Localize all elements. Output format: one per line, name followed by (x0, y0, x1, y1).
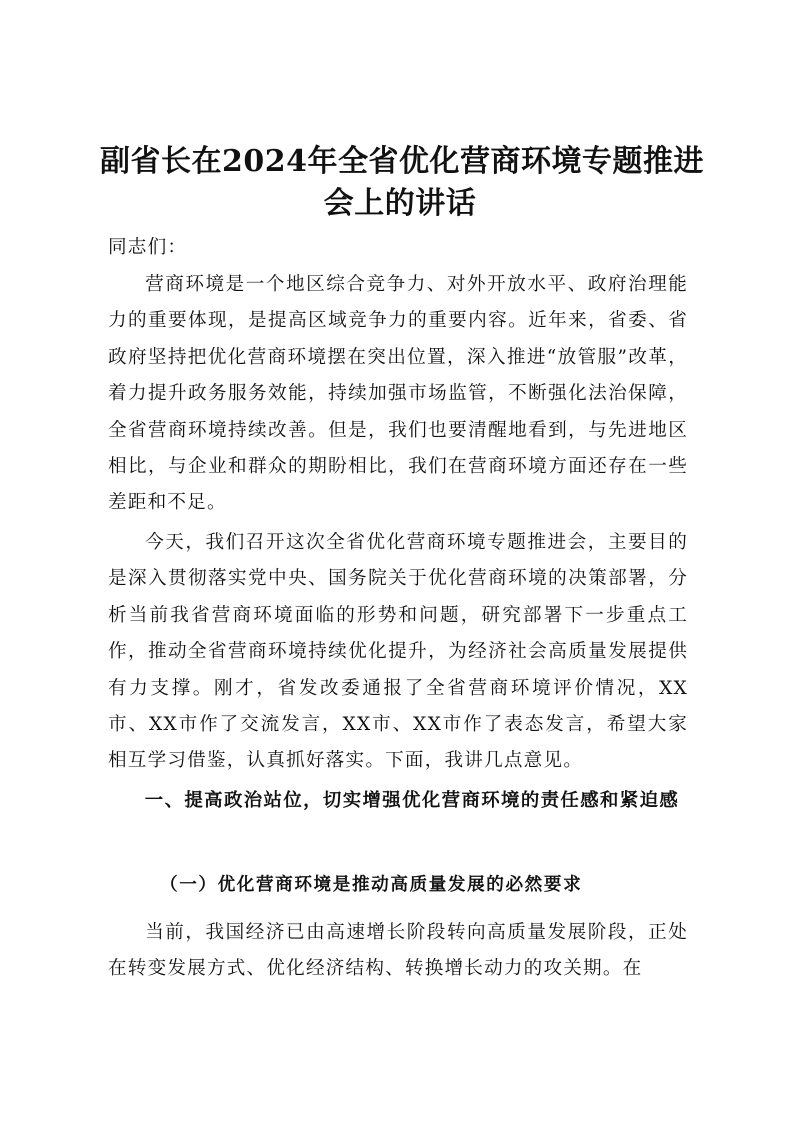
document-title-line-1: 副省长在2024年全省优化营商环境专题推进 (100, 144, 704, 179)
subsection-heading-1: （一）优化营商环境是推动高质量发展的必然要求 (160, 874, 583, 895)
paragraph-intro: 营商环境是一个地区综合竞争力、对外开放水平、政府治理能力的重要体现，是提高区域竞争力的重要内容。近年来，省委、省政府坚持把优化营商环境摆在突出位置，深入推进“放管服”改革，着力提升政务服务效能，持续加强市场监管，不断强化法治保障，全省营商环境持续改善。但是，我们也要清醒地看到，与先进地区相比，与企业和群众的期盼相比，我们在营商环境方面还存在一些差距和不足。 (108, 274, 688, 514)
salutation: 同志们： (108, 237, 188, 258)
paragraph-context: 当前，我国经济已由高速增长阶段转向高质量发展阶段，正处在转变发展方式、优化经济结构、转换增长动力的攻关期。在 (108, 922, 688, 980)
document-title-line-2: 会上的讲话 (323, 186, 477, 221)
section-heading-1: 一、提高政治站位，切实增强优化营商环境的责任感和紧迫感 (144, 790, 680, 811)
paragraph-purpose: 今天，我们召开这次全省优化营商环境专题推进会，主要目的是深入贯彻落实党中央、国务院关于优化营商环境的决策部署，分析当前我省营商环境面临的形势和问题，研究部署下一步重点工作，推动全省营商环境持续优化提升，为经济社会高质量发展提供有力支撑。刚才，省发改委通报了全省营商环境评价情况，XX市、XX市作了交流发言，XX市、XX市作了表态发言，希望大家相互学习借鉴，认真抓好落实。下面，我讲几点意见。 (108, 532, 688, 772)
